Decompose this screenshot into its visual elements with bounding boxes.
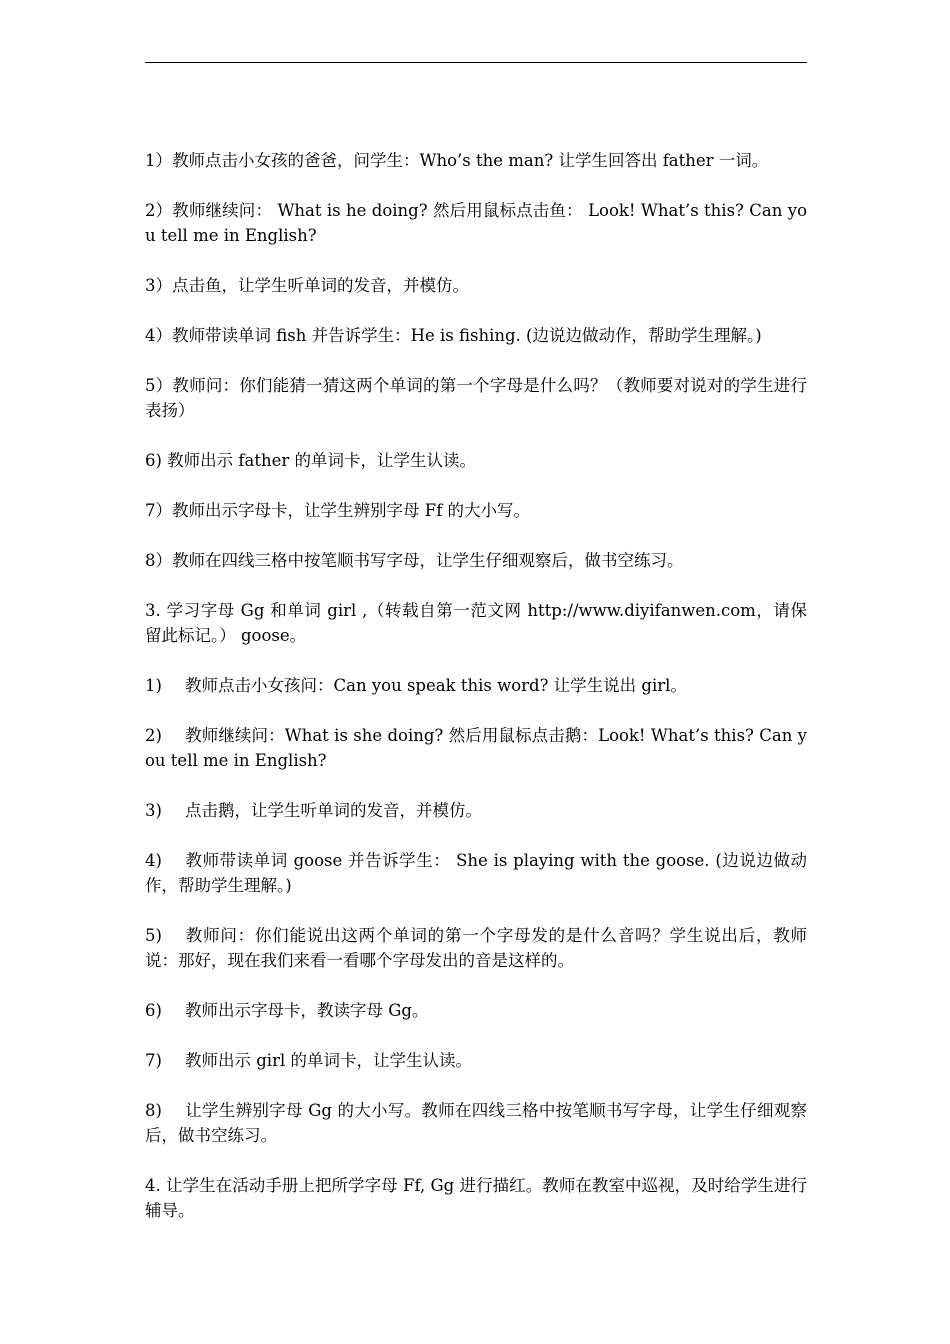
numbered-paragraph	[145, 1048, 807, 1073]
paragraph-text: 2）教师继续问： What is he doing? 然后用鼠标点击鱼： Look! What’s this? Can you tell me in English?	[145, 201, 807, 245]
paragraph-text: 教师带读单词 goose 并告诉学生： She is playing with the goose. (边说边做动作，帮助学生理解。)	[145, 851, 807, 895]
paragraph-text: 6) 教师出示 father 的单词卡，让学生认读。	[145, 451, 477, 470]
paragraph	[145, 323, 807, 348]
paragraph	[145, 373, 807, 423]
paragraph-text: 4. 让学生在活动手册上把所学字母 Ff, Gg 进行描红。教师在教室中巡视，及时给学生进行辅导。	[145, 1176, 807, 1220]
paragraph-text: 教师出示字母卡，教读字母 Gg。	[185, 1001, 429, 1020]
paragraph-number: 4)	[145, 851, 162, 870]
numbered-paragraph	[145, 998, 807, 1023]
paragraph-text: 教师出示 girl 的单词卡，让学生认读。	[185, 1051, 472, 1070]
header-rule	[145, 62, 807, 63]
paragraph-number: 3)	[145, 801, 162, 820]
paragraph-text: 4）教师带读单词 fish 并告诉学生：He is fishing. (边说边做动作，帮助学生理解。)	[145, 326, 762, 345]
numbered-paragraph	[145, 673, 807, 698]
paragraph	[145, 273, 807, 298]
paragraph-text: 3）点击鱼，让学生听单词的发音，并模仿。	[145, 276, 469, 295]
paragraph-number: 6)	[145, 1001, 162, 1020]
paragraph-number: 2)	[145, 726, 162, 745]
numbered-paragraph	[145, 723, 807, 773]
paragraph-text: 8）教师在四线三格中按笔顺书写字母，让学生仔细观察后，做书空练习。	[145, 551, 684, 570]
numbered-paragraph	[145, 1098, 807, 1148]
paragraph-text: 5）教师问：你们能猜一猜这两个单词的第一个字母是什么吗？（教师要对说对的学生进行表扬）	[145, 376, 807, 420]
numbered-paragraph	[145, 923, 807, 973]
paragraph	[145, 1173, 807, 1223]
numbered-paragraph	[145, 798, 807, 823]
numbered-paragraph	[145, 848, 807, 898]
paragraph-text: 7）教师出示字母卡，让学生辨别字母 Ff 的大小写。	[145, 501, 531, 520]
paragraph	[145, 198, 807, 248]
paragraph-text: 教师问：你们能说出这两个单词的第一个字母发的是什么音吗？学生说出后，教师说：那好，现在我们来看一看哪个字母发出的音是这样的。	[145, 926, 807, 970]
paragraph-text: 让学生辨别字母 Gg 的大小写。教师在四线三格中按笔顺书写字母，让学生仔细观察后，做书空练习。	[145, 1101, 807, 1145]
paragraph-number: 8)	[145, 1101, 162, 1120]
paragraph	[145, 448, 807, 473]
paragraph	[145, 548, 807, 573]
paragraph-text: 点击鹅，让学生听单词的发音，并模仿。	[185, 801, 482, 820]
paragraph-number: 5)	[145, 926, 162, 945]
paragraph-text: 教师点击小女孩问：Can you speak this word? 让学生说出 girl。	[185, 676, 687, 695]
document-body	[145, 148, 807, 1248]
paragraph	[145, 598, 807, 648]
paragraph-number: 7)	[145, 1051, 162, 1070]
paragraph-text: 3. 学习字母 Gg 和单词 girl ,（转载自第一范文网 http://www.diyifanwen.com，请保留此标记。） goose。	[145, 601, 807, 645]
paragraph	[145, 148, 807, 173]
paragraph-text: 教师继续问：What is she doing? 然后用鼠标点击鹅：Look! What’s this? Can you tell me in English?	[145, 726, 807, 770]
paragraph	[145, 498, 807, 523]
paragraph-number: 1)	[145, 676, 162, 695]
paragraph-text: 1）教师点击小女孩的爸爸，问学生：Who’s the man? 让学生回答出 father 一词。	[145, 151, 769, 170]
